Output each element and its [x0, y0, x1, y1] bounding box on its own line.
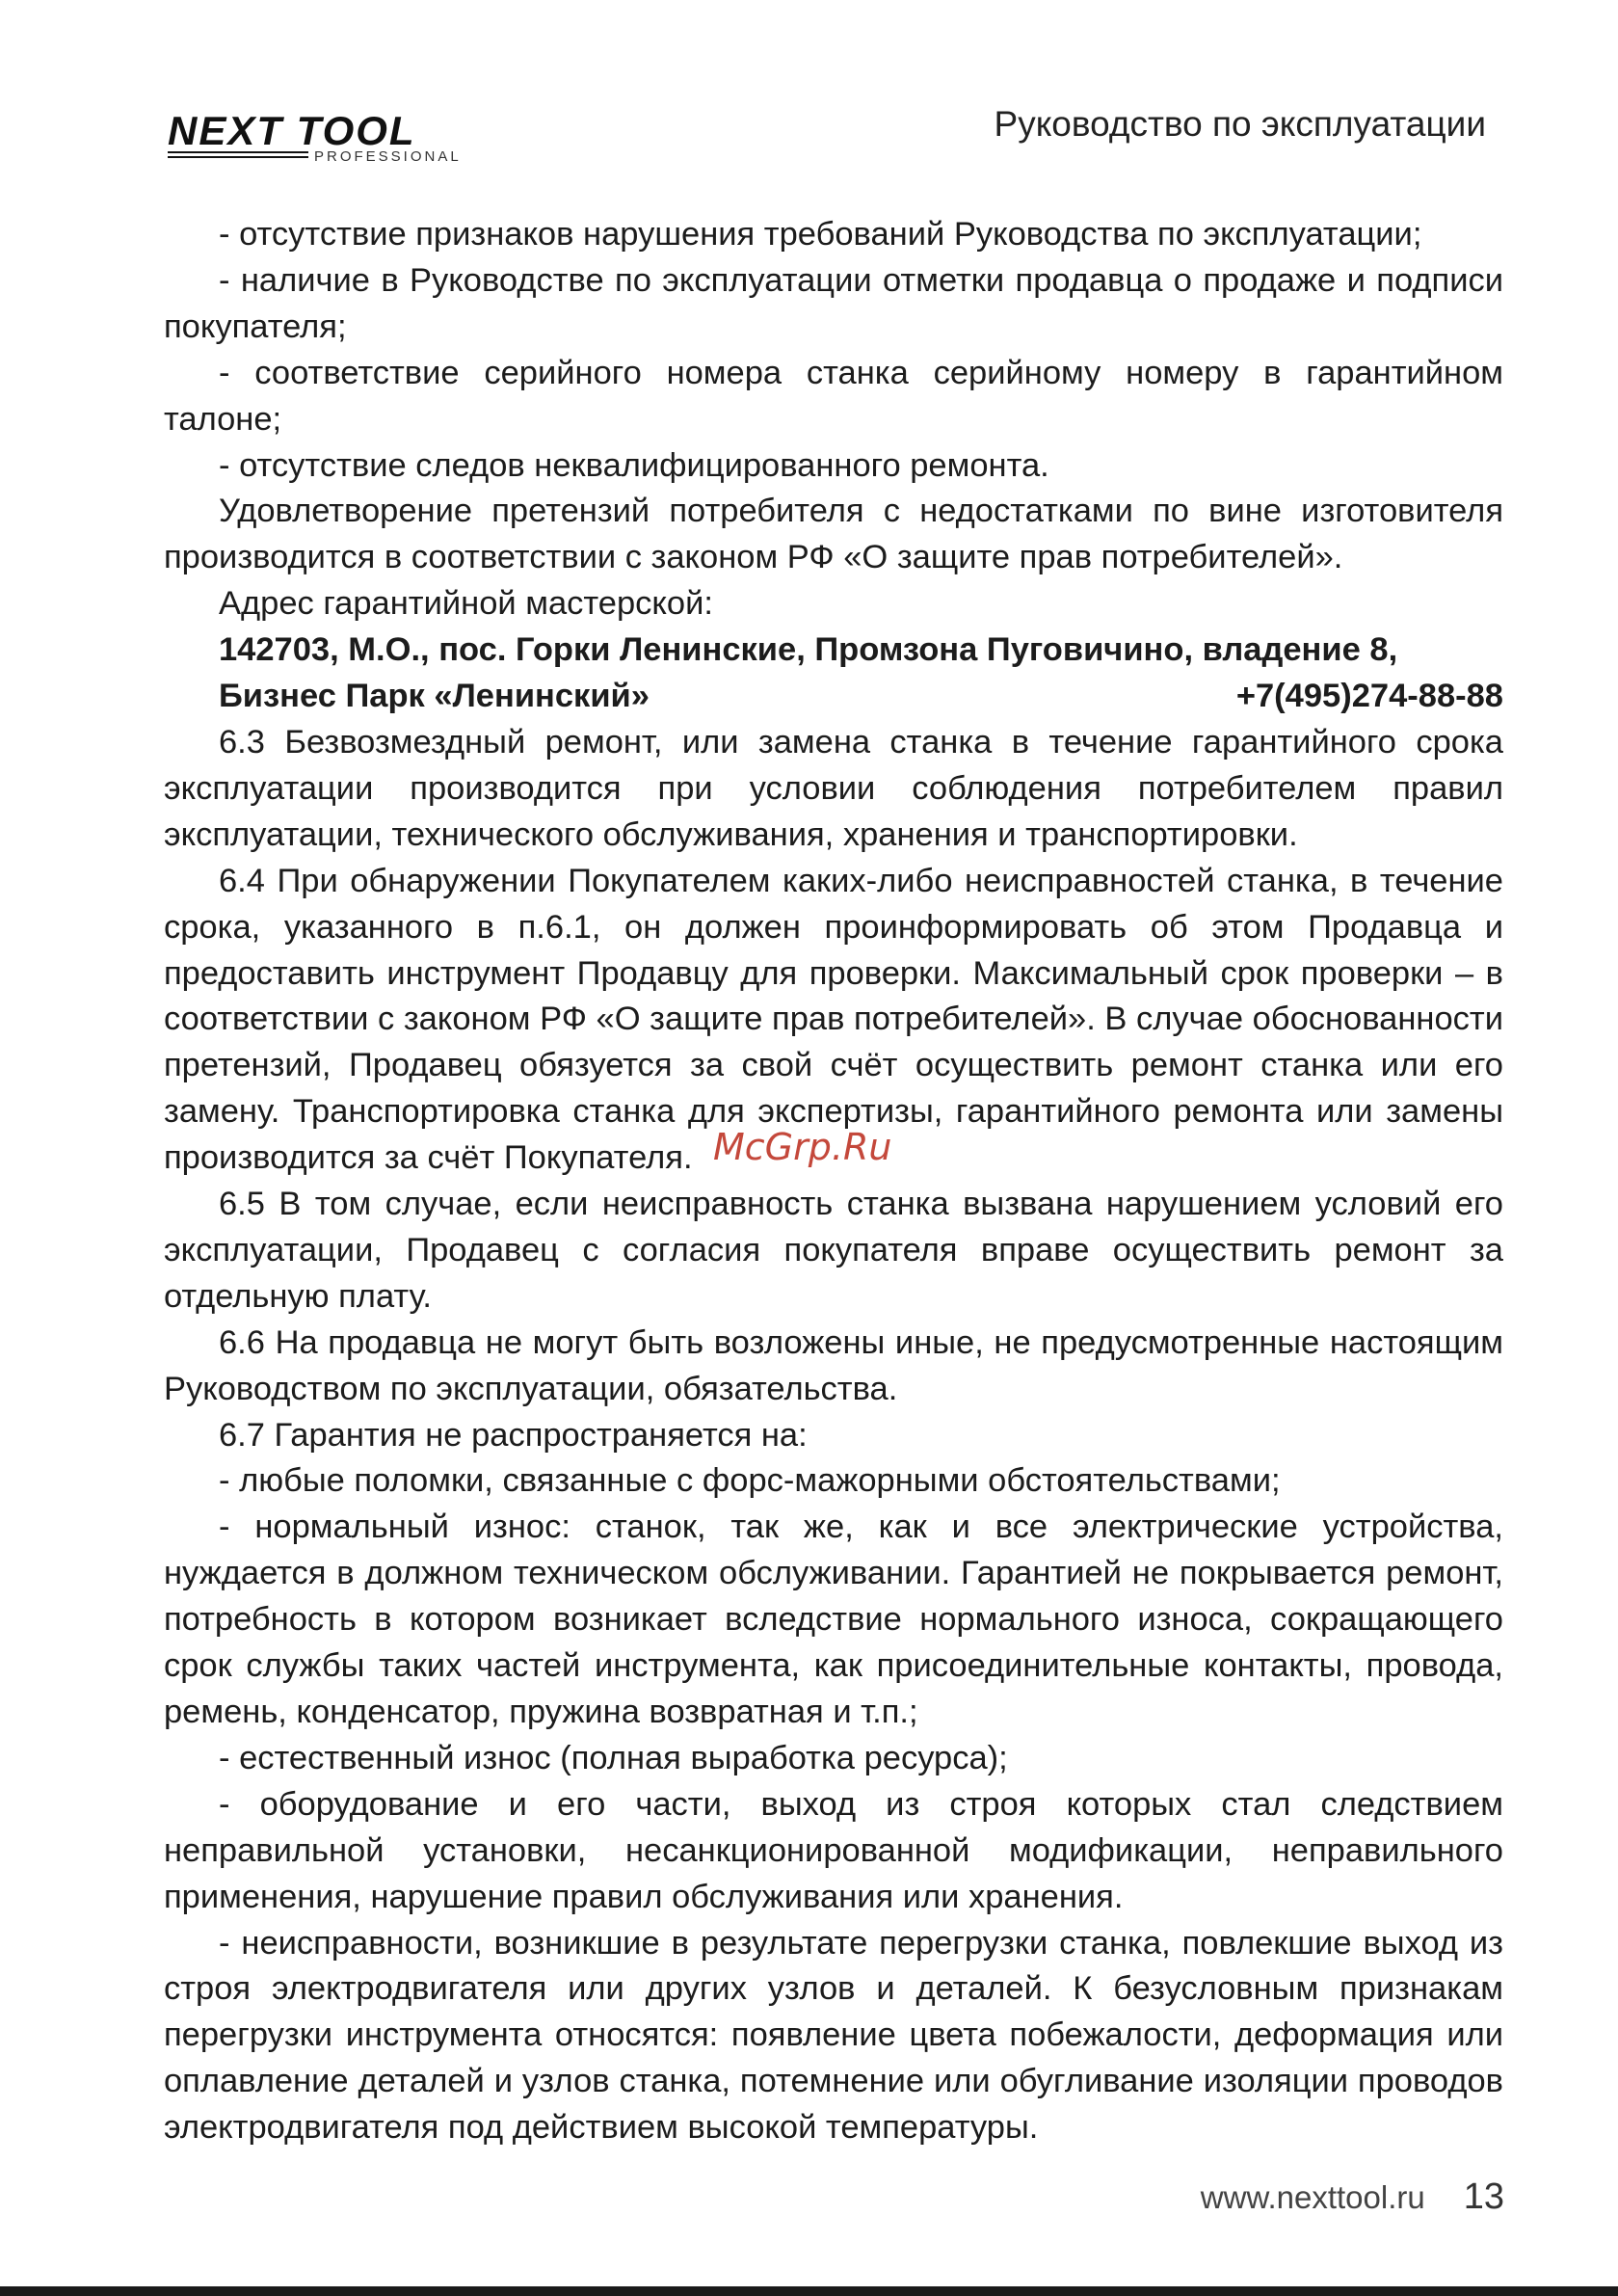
phone-number: +7(495)274-88-88	[1235, 678, 1503, 715]
paragraph: Удовлетворение претензий потребителя с недостатками по вине изготовителя производится в соответствии с законом РФ «О защите прав потребителей».	[164, 493, 1503, 576]
paragraph: 6.4 При обнаружении Покупателем каких-либо неисправностей станка, в течение срока, указанного в п.6.1, он должен проинформировать об этом Продавца и предоставить инструмент Продавцу для проверки. Максимальный срок проверки – в соответствии с законом РФ «О защите прав потребителей». В случае обоснованности претензий, Продавец обязуется за свой счёт осуществить ремонт станка или его замену. Транспортировка станка для экспертизы, гарантийного ремонта или замены производится за счёт Покупателя.	[164, 862, 1503, 1177]
paragraph: - отсутствие следов неквалифицированного ремонта.	[219, 446, 1049, 484]
paragraph: - соответствие серийного номера станка серийному номеру в гарантийном талоне;	[164, 354, 1503, 438]
paragraph: - неисправности, возникшие в результате перегрузки станка, повлекшие выход из строя электродвигателя или других узлов и деталей. К безусловным признакам перегрузки инструмента относятся: появление цвета побежалости, деформация или оплавление деталей и узлов станка, потемнение или обугливание изоляции проводов электродвигателя под действием высокой температуры.	[164, 1924, 1503, 2147]
paragraph: 6.7 Гарантия не распространяется на:	[219, 1416, 808, 1454]
address-phone-row	[164, 674, 1503, 720]
paragraph: 6.3 Безвозмездный ремонт, или замена станка в течение гарантийного срока эксплуатации производится при условии соблюдения потребителем правил эксплуатации, технического обслуживания, хранения и транспортировки.	[164, 723, 1503, 853]
paragraph: - любые поломки, связанные с форс-мажорными обстоятельствами;	[219, 1462, 1281, 1500]
page-header-title: Руководство по эксплуатации	[994, 104, 1486, 144]
paragraph: Адрес гарантийной мастерской:	[219, 585, 713, 623]
paragraph: 6.5 В том случае, если неисправность станка вызвана нарушением условий его эксплуатации, Продавец с согласия покупателя вправе осуществить ремонт за отдельную плату.	[164, 1186, 1503, 1315]
footer-url-link[interactable]: www.nexttool.ru	[1200, 2179, 1425, 2215]
watermark: McGrp.Ru	[713, 1126, 892, 1168]
paragraph: - естественный износ (полная выработка ресурса);	[219, 1739, 1008, 1776]
paragraph: - наличие в Руководстве по эксплуатации отметки продавца о продаже и подписи покупателя;	[164, 261, 1503, 345]
logo-sub-text: PROFESSIONAL	[314, 148, 462, 162]
logo-main-text: NEXT TOOL	[168, 108, 416, 153]
address-line: Бизнес Парк «Ленинский»	[219, 678, 650, 715]
page-number: 13	[1463, 2176, 1504, 2217]
page-footer	[1201, 2176, 1504, 2218]
bottom-border	[0, 2286, 1618, 2296]
brand-logo-mark	[164, 108, 520, 162]
paragraph: - нормальный износ: станок, так же, как и все электрические устройства, нуждается в должном техническом обслуживании. Гарантией не покрывается ремонт, потребность в котором возникает вследствие нормального износа, сокращающего срок службы таких частей инструмента, как присоединительные контакты, провода, ремень, конденсатор, пружина возвратная и т.п.;	[164, 1508, 1503, 1730]
brand-logo	[164, 108, 520, 162]
paragraph: - оборудование и его части, выход из строя которых стал следствием неправильной установки, несанкционированной модификации, неправильного применения, нарушение правил обслуживания или хранения.	[164, 1785, 1503, 1915]
document-body	[164, 212, 1503, 2151]
paragraph: 6.6 На продавца не могут быть возложены иные, не предусмотренные настоящим Руководством по эксплуатации, обязательства.	[164, 1323, 1503, 1407]
paragraph: - отсутствие признаков нарушения требований Руководства по эксплуатации;	[219, 216, 1422, 253]
address-line: 142703, М.О., пос. Горки Ленинские, Промзона Пуговичино, владение 8,	[219, 631, 1398, 669]
